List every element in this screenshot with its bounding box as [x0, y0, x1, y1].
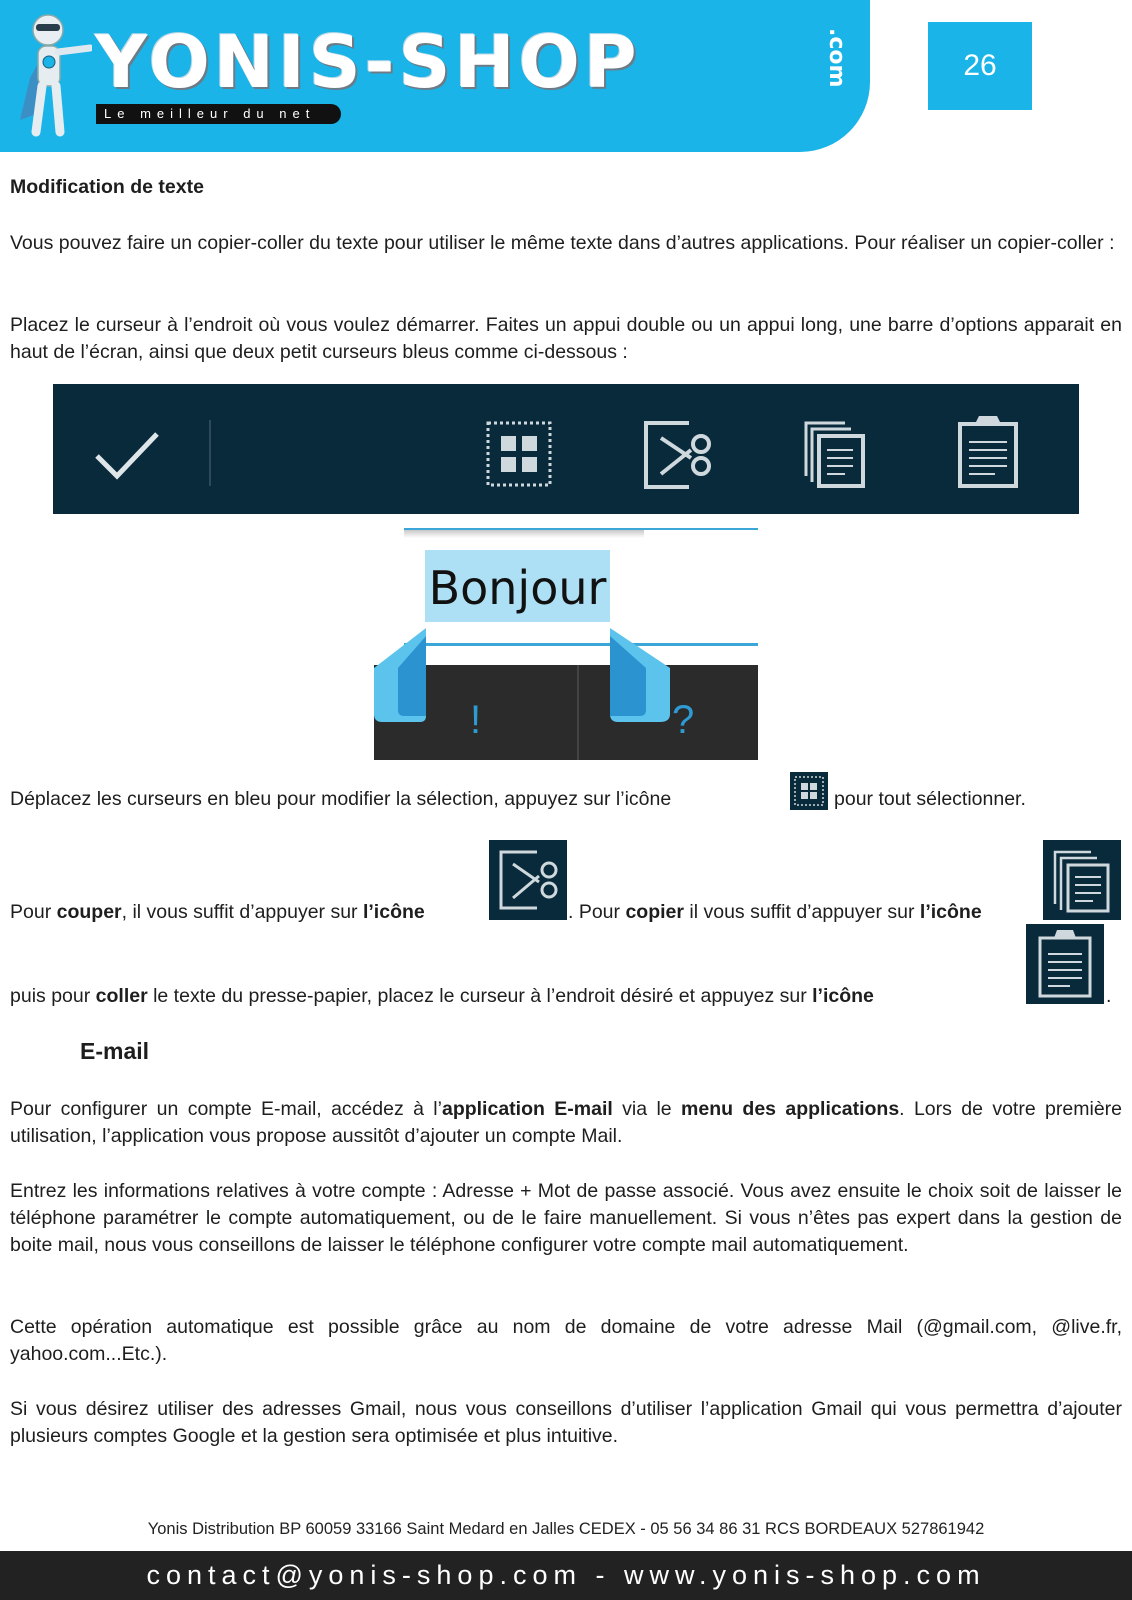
- paragraph: Déplacez les curseurs en bleu pour modifier la sélection, appuyez sur l’icône: [10, 788, 672, 810]
- left-selection-handle-icon: [374, 628, 426, 722]
- footer-address: Yonis Distribution BP 60059 33166 Saint Medard en Jalles CEDEX - 05 56 34 86 31 RCS BORDEAUX 527861942: [147, 1520, 985, 1538]
- toolbar-divider: [209, 420, 211, 486]
- text-selection-illustration: [374, 528, 758, 760]
- mascot-icon: [12, 8, 92, 138]
- paste-icon: [1026, 924, 1104, 1004]
- section-title: E-mail: [80, 1038, 150, 1064]
- footer-contact: contact@yonis-shop.com - www.yonis-shop.com: [0, 1551, 1132, 1600]
- page-number-badge: 26: [928, 22, 1032, 110]
- paragraph: Si vous désirez utiliser des adresses Gmail, nous vous conseillons d’utiliser l’application Gmail qui vous permettra d’ajouter plusieurs comptes Google et la gestion sera optimisée et plus intuitive.: [10, 1398, 1122, 1447]
- paragraph: puis pour coller le texte du presse-papier, placez le curseur à l’endroit désiré et appuyez sur l’icône: [10, 985, 874, 1007]
- toolbar-illustration: [53, 384, 1079, 514]
- keyboard-strip: [374, 665, 758, 760]
- paragraph: Entrez les informations relatives à votre compte : Adresse + Mot de passe associé. Vous avez ensuite le choix soit de laisser le téléphone paramétrer le compte automatiquement, ou de le faire manuellement. Si vous n’êtes pas expert dans la gestion de boite mail, nous vous conseillons de laisser le téléphone configurer votre compte mail automatiquement.: [10, 1180, 1122, 1256]
- keyboard-key: !: [470, 698, 482, 742]
- text-field-line: [404, 643, 758, 646]
- paste-icon: [957, 412, 1019, 490]
- cut-icon: [489, 840, 567, 920]
- cut-icon: [643, 420, 715, 490]
- copy-icon: [803, 420, 867, 490]
- keyboard-key: ?: [672, 698, 695, 742]
- select-all-icon: [790, 772, 828, 810]
- right-selection-handle-icon: [610, 628, 670, 722]
- keyboard-divider: [577, 665, 579, 760]
- paragraph: Placez le curseur à l’endroit où vous voulez démarrer. Faites un appui double ou un appui long, une barre d’options apparait en haut de l’écran, ainsi que deux petit curseurs bleus comme ci-dessous :: [10, 314, 1122, 363]
- selected-word: Bonjour: [428, 561, 607, 615]
- shadow: [404, 530, 644, 538]
- paragraph: . Pour copier il vous suffit d’appuyer sur l’icône: [568, 901, 982, 923]
- paragraph-end: pour tout sélectionner.: [834, 788, 1026, 810]
- logo-text: YONIS-SHOP: [95, 20, 641, 104]
- tagline: Le meilleur du net: [96, 104, 341, 124]
- paragraph: Pour couper, il vous suffit d’appuyer sur l’icône: [10, 901, 425, 923]
- paragraph: Pour configurer un compte E-mail, accédez à l’application E-mail via le menu des applications. Lors de votre première utilisation, l’application vous propose aussitôt d’ajouter un compte Mail.: [10, 1098, 1123, 1147]
- select-all-icon: [485, 420, 553, 488]
- section-title: Modification de texte: [10, 176, 204, 198]
- paragraph: Cette opération automatique est possible grâce au nom de domaine de votre adresse Mail (@gmail.com, @live.fr, yahoo.com...Etc.).: [10, 1316, 1122, 1365]
- period: .: [1106, 985, 1112, 1007]
- copy-icon: [1043, 840, 1121, 920]
- paragraph: Vous pouvez faire un copier-coller du texte pour utiliser le même texte dans d’autres applications. Pour réaliser un copier-coller :: [10, 232, 1115, 254]
- check-icon: [93, 420, 163, 490]
- logo-com: .com: [824, 28, 849, 88]
